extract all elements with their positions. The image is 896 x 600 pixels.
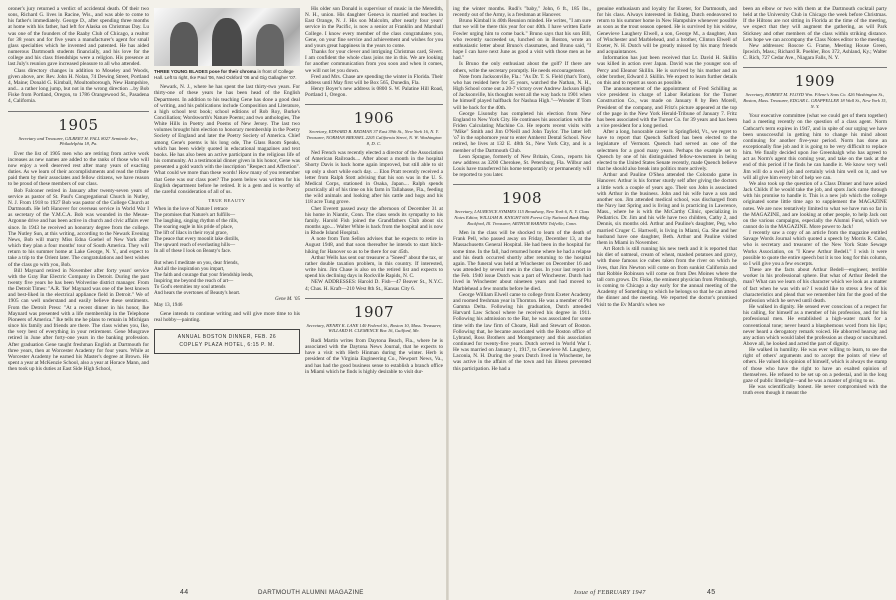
poem-date: May 13, 1946 bbox=[154, 302, 183, 308]
left-column-3 bbox=[305, 6, 443, 375]
photo-figure bbox=[212, 18, 242, 66]
article-text: oroner's jury returned a verdict of accidental death. Of their two sons, Richard G. lives in Racine, Wis., and was able to come to his father's immediately. George D., after spending three months at home with his father, had left for Alaska on Christmas Day. Lu was one of the founders of the Raaby Club of Chicago, a realtor for 38 years and for five years a manufacturer's agent for small glass specialties which he invented and patented. He has aided numerous Dartmouth students financially, and his love for the college and his class friendships were a religion. His presence at last July's reunion gave increased pleasure to all who attended. Class directory changes in addition to Moseley and Woods, given above, are: Rev. John H. Nolan, 74 Dewing Street, Portland 4, Maine; Donald G. Kimball, Moultonborough, New Hampshire, and... a rather long jump, but not in the wrong direction ...by Bob Fiske from Portland, Oregon, to 1786 Orangewood St., Pasadena 4, California. bbox=[8, 6, 149, 105]
poem-line: The lift of lilacs in their royal grace, bbox=[154, 230, 228, 236]
article-text: Ned French was recently elected a director of the Association of American Railroads.... After about a month in the hospital Shorty Davis is back home again improved, but still able to sit up only a short while each day. ... Elon Pratt recently received a letter from Ralph Stott advising that his son was in the U. S. Medical Corps, stationed in Osaka, Japan.... Ralph spends practically all of his time on his farm in Tallahasse, Fla., feeding the wild animals and looking after his cattle and hogs and his 118 acre Tung grove. Chet Everett passed away the afternoon of December 31 at his home in Niantic, Conn. The class sends its sympathy to his family. Harold Fish joined the Grandfathers Club about six months ago.... Walter White is back from the hospital and is now in Rhode Island Hospital. A note from Tom Sellon advises that he expects to retire in August 1948, and that soon thereafter he intends to start hitch-hiking for Hanover so as to be there for our 45th. Arthur Wells has sent our treasurer a "Sneed" about the tax, or rather double taxation problem, in this country. If interested, write him. Jim Chase is also on the retired list and expects to spend his declining days in Rockville Rapids, N. C. NEW ADDRESSES: Harold D. Fish—47 Beaver St., N.Y.C. 4; Chas. H. Kraft—210 West 8th St., Kansas City 6. bbox=[305, 150, 443, 292]
poem-line: But when I meditate on you, dear friends, bbox=[154, 260, 239, 266]
class-photo bbox=[154, 8, 300, 66]
right-column-1 bbox=[453, 6, 591, 372]
poem-line: To God's eternities my soul attends bbox=[154, 284, 226, 290]
section-divider bbox=[8, 111, 149, 112]
poem-line: When in the love of Nature I retrace bbox=[154, 206, 228, 212]
article-text: been an elbow or two with them at the Dartmouth cocktail party held at the University Club in Chicago the week before Christmas. If the Hiltons are not sitting in Florida at the time of the meeting, we expect that they will augment the gathering, as will Park Stickney and other members of the class within striking distance. Lets hope we can accompany the Class Notes editor to the meeting. New addresses: Roscoe G. Frame, Meeting House Green, Ipswich, Mass.; Richard R. Poehler, Box 372, Ashland, Ky.; Walter C. Rich, 727 Cedar Ave., Niagara Falls, N. Y. bbox=[743, 6, 887, 62]
poem-line: The soaring eagle in his pride of place, bbox=[154, 224, 234, 230]
right-column-3 bbox=[743, 6, 887, 396]
poem-title: TRUE BEAUTY bbox=[208, 198, 246, 203]
photo-figure bbox=[170, 22, 198, 66]
left-column-2 bbox=[154, 6, 300, 354]
photo-caption: THREE YOUNG BLADES pose for their chroma in front of College Hall. Left to right, Ike Paul '06, Ned Ockford '06 and Gig Gallagher '07. bbox=[154, 69, 297, 80]
poem-line: The peace that every moonlit lake distills, bbox=[154, 236, 240, 242]
class-year-heading: 1905 bbox=[58, 115, 99, 134]
poem-line: The laughing, singing rhythm of the rills, bbox=[154, 218, 239, 224]
section-divider bbox=[305, 298, 443, 299]
section-divider bbox=[453, 184, 591, 185]
class-year-heading: 1907 bbox=[353, 302, 395, 321]
article-text: Rudi Martin writes from Daytona Beach, Fla., where he is associated with the Daytona News Journal, that he expects to have a visit with Herb Hinman during the winter. Herb is president of the Virginia Engineering Co., Newport News, Va., and has had the good business sense to establish a branch office in Miami which he finds is highly desirable to visit dur- bbox=[305, 337, 443, 375]
poem-signature: Gene M. '05 bbox=[275, 296, 300, 302]
article-text: His older son Donald is supervisor of music in the Meredith, N. H., union. His daughter Geneva is married and teaches in East Orange, N. J. His son Malcolm, after nearly four years' service in the Pacific, is now a senior at Franklin and Marshall College. I know every member of the class congratulates you, Gene, on your fine service and achievement and wishes for you and yours great happiness in the years to come. Thanks for your clever and intriguing Christmas card, Sivert. I am confident the whole class joins me in this. We are looking for another communication from you soon and when it comes, we will not let you down. Fred and Mrs. Chase are spending the winter in Florida. Their address until May first will be Box 565, Dunedin, Fla. Henry Boyer's new address is 0800 S. W. Palatine Hill Road, Portland 1, Oregon. bbox=[305, 6, 443, 99]
page-number: 45 bbox=[707, 589, 716, 596]
poem-line: The promises that Nature's art fulfills— bbox=[154, 212, 236, 218]
article-text: Gene intends to continue writing and will give more time to his real hobby—painting. bbox=[154, 311, 300, 324]
poem bbox=[154, 198, 300, 308]
article-text: ing the winter months. Rudi's "baby," John, 6 ft., 185 lbs., recently out of the Army, is a freshman at Hanover. Bruno Kimball is 40th Reunion minded. He writes, "I am sure that we will be there this year for our 40th. I have written Earle Fowler urging him to come back." Bruno says that his son Bill, who recently succeeded us, lunched on in Boston, wrote an enthusiastic letter about Bruno's classmates, and Bruno said, "I hope I can have next June as good a visit with those men as he had." Is Bruno the only enthusiast about the golf? If there are others, write the secretary promptly. He needs encouragement. Note from Jacksonville, Fla.: "As Dr. T. S. Field (that's Tom), who has resided here for 35 years, watched the Nathan, N. H., High School come out a 20-7 victory over Andrew Jackson High of Jacksonville, his thoughts went all the way back to 1901 when he himself played halfback for Nashua High."—Wonder if Tom will be back for the 40th. George Lisonsby has completed his election from New England to New York City. He continues his association with the Friden Calculating Machine Co. He reports recent visits with "Mike" Smith and Jim O'Neill and John Taylor. The latter left 'o7 in the sophomore year to enter Amherst Dental School. Now retired, he lives at 132 E. 48th St., New York City, and is a member of the Dartmouth Club. Leon Sprague, formerly of New Britain, Conn., reports his new address as 3200 Cherokee, St. Petersburg, Fla. Wilbur and Louis have transferred his home temporarily or permanently will be reported to you later. bbox=[453, 6, 591, 179]
class-year-heading: 1909 bbox=[794, 72, 836, 91]
section-divider bbox=[743, 67, 887, 68]
article-text: Men in the class will be shocked to learn of the death of Frank Pell, who passed away on Friday, December 13, at the Massachusetts General Hospital. He had been in the hospital for some time. In the fall, had returned home where he had a relapse and his death occurred shortly after returning to the hospital again. The funeral was held at Winchester on December 16 and was attended by several men in the class. In your last report in the Feb. 1940 issue Dutch was a part of Winchester. Dutch had lived in Winchester about nineteen years and had moved to Marblehead a few months before he died. George William Elwell came to college from Exeter Academy and roomed freshman year in Thornton. He was a member of Phi Gamma Delta. Following his graduation, Dutch attended Harvard Law School where he received his degree in 1911. Following his admission to the Bar, he was associated for some time with the law firm of Choate, Hall and Stewart of Boston. Following that, he became associated with the Boston office of Lybrand, Ross Brothers and Montgomery and this association continued for twenty-five years. Dutch served in World War I. He was married on January 1, 1917, to Genevieve M. Laughery, Laconia, N. H. During the years Dutch lived in Winchester, he was active in the affairs of the town and his illness prevented this participation. He had a bbox=[453, 230, 591, 372]
page-number: 44 bbox=[180, 589, 189, 596]
poem-line: And hears the overtones of Beauty's heart. bbox=[154, 290, 241, 296]
poem-line: Inspiring me beyond the reach of art— bbox=[154, 278, 234, 284]
article-text: Newark, N. J., where he has spent the last thirty-two years. For thirty-one of these years he has been head of the English Department. In addition to his teaching Gene has done a good deal of writing, and his publications include Composition and Literature, a high school text book; school editions of Rob Roy, Burke's Conciliation; Wordsworth's Nature Poems; and two anthologies, The White Hills in Poetry and Poems of New Jersey. The last two volumes brought him election to honorary membership in the Poetry Society of England and later the Poetry Society of America. Chief among Gene's poems is his long ode, The Glass Room Speaks, which has been widely quoted in educational magazines and text books. He has also been an active participant in the religious life of his community. At a testimonial dinner given in his honor, Gene was presented a gold watch with the inscription "Respect and Affection". What could we more than these words! How many of you remember that Gene was our class poet? The poem below was written for his English department before he retired. It is a gem and is worthy of the careful consideration of all of us. bbox=[154, 84, 300, 195]
photo-figure bbox=[256, 24, 284, 66]
article-text: genuine enthusiasm and loyalty for Exeter, for Dartmouth, and for his class. Always interested in fishing, Dutch endeavored to return to his summer home in New Hampshire whenever possible as soon as the trout season opened. He is survived by his widow, Genevieve Laughery Elwell, a son, George M., a daughter, Ann of Winchester and Marblehead, and a brother, Clinton Elwell of Exeter, N. H. Dutch will be greatly missed by his many friends and acquaintances. Information has just been received that Lt. David H. Skillin was killed in action over Japan. David was the younger son of Percy and Eleanor Skillin. He is survived by his mother and an older brother, Edward J. Skillin. We expect to learn further details on this and to report as soon as possible. The announcement of the appointment of Fred Schilling as vice president in charge of Labor Relations for the Turner Construction Co., was made on January 8 by Ben Morell, President of the company, and Fritz's picture appeared at the top of the page in the New York Herald-Tribune of January 7. Fritz has been associated with the Turner Co. for 39 years and has been a vice president for a long period. After a long, honorable career in Springfield, Vt., we regret to have to report that Quench Safford has been elected to the legislature of Vermont. Quench had served as one of the selectmen for a good many years. Perhaps the example set to Quench by one of his distinguished fellow-townsmen in being elected to the United States Senate recently, made Quench believe that he should also break into politics more actively. Arthur and Pauline O'Shea attended the Colorado game in Hanover. Arthur is his former sturdy self after giving the doctors a little work a couple of years ago. Their son John is associated with Arthur in the business. John and his wife have a son and another son. Jim attended medical school, was discharged from the Navy last Spring and is living and is practicing in Lawrence, Mass., where he is with the McCarthy Clinic, specializing in Pediatrics. Dr. Jim and his wife have two children, Cathy 2, and Dennis, six months old. Arthur and Pauline's daughter, Peg, who married Cruger C. Hartwell, is living in Miami, Ga. She and her husband have one daughter, Beth. Arthur and Pauline visited them in Miami in November. Art Rotch is still running his new teeth and it is reported that his diet of oatmeal, cream of wheat, mashed potatoes and gravy, with those famous ice cubes taken from the river on which he lives, that Jim Newton will come on from sunkist California and that Robbie Robinson will come on from Des Moines where the tall corn grows. Dr. Fiske, the eminent physician from Pittsburgh, is coming to Chicago a day early for the annual meeting of the Academy of Something to which he belongs so that he can attend the dinner and the meeting. We reported the doctor's promised visit to the Ev Marsh's when we bbox=[597, 6, 737, 308]
dinner-announcement-box: ANNUAL BOSTON DINNER, FEB. 26 COPLEY PLAZA HOTEL, 6:15 P. M. bbox=[154, 329, 300, 354]
poem-line: In all of these I look on Beauty's face. bbox=[154, 248, 232, 254]
class-officers: Secretary, LAURENCE SYMMES 115 Broadway, New York 6, N. Y. Class Notes Editor, WILLIAM B. KNIGHT 600 Forest City National Bank Bldg. Rockford, Ill. Treasurer, ARTHUR BARNES Tolfville, Conn. bbox=[454, 209, 590, 226]
class-year-heading: 1908 bbox=[501, 189, 543, 208]
class-year-heading: 1906 bbox=[353, 109, 395, 128]
class-officers: Secretary and Treasurer, GILBERT H. FALL 8027 Seminole Ave., Philadelphia 18, Pa. bbox=[18, 135, 139, 147]
left-page bbox=[0, 0, 447, 600]
poem-line: And all the inspiration you impart, bbox=[154, 266, 225, 272]
class-officers: Secretary, ROBERT M. FLOYD Wm. Filene's Sons Co. 426 Washington St., Boston, Mass. Treasurer, EDGAR L. GRAPPELLER 18 Wall St., New York 15, N. Y. bbox=[743, 92, 887, 109]
left-column-1 bbox=[8, 6, 149, 372]
article-text: Your executive committee (what we could get of them together) had a meeting recently on the question of a class agent. Norm Cathcart's term expires in 1947, and in spite of our urging we have been unsuccessful in getting him to change his mind about continuing for another five-year period. Norm has done an exceptionally fine job and it is going to be very difficult to replace him. We finally decided upon Joe Greenhalgh who has agreed to act as Norm's agent this coming year, and take on the task at the end of this period if he finds he can handle it. We know very well Jim will do a swell job and certainly wish him well on it, and we will all give him every bit of help we can. We also took up the question of a Class Dinner and have asked Jack Childs if he would take the job, and spots Jack came through with his promise to handle it. This is a new job which the college originated some little time ago to supplement the MAGAZINE notes. We are now tentatively limited to what we have run so far in the MAGAZINE, and are looking at other people, to help Jack out on the various campaigns, especially the Alumni Fund, which we cannot do in the MAGAZINE. More power to Jack! I recently saw a copy of an article from the magazine entitled Savage Words Journal which quoted a speech by Morris R. Cohn, who is secretary and treasurer of the New York State Sewage Works Association, on "I Knew Arthur Bedell." I wish it were possible to quote the entire speech but it is too long for this column, so I will give you a few excerpts. These are the facts about Arthur Bedell—engineer, terrible worker in his professional sphere. But what of Arthur Bedell the man? What can we learn of his character which we look as a matter of fact when he was with us? I would like to stress a few of his characteristics and plead that we remember him for the good of the profession which he served until death. He walked in dignity. He sensed ever conscious of a respect for his calling, for himself as a member of his profession, and for his professional men. He established a high-water mark for a conventional tone; never heard a blasphemous word from his lips; never heard a derogatory remark voiced. He abhorred hearsay and any action which would label the profession as cheap or uncultured. Above all, he looked and acted the part of dignity. He walked in humility. He was ever willing to learn, to see the right of others' arguments and to accept the points of view of others. He valued his opinion of himself, which is always the stamp of those who have the right to have an exalted opinion of themselves. He refused to be set up on a pedestal, and in the long gaze of public limelight—and he was a master of giving to us. He was scientifically honest. He never compromised with the truth even though it meant the bbox=[743, 113, 887, 397]
article-text: Ever the list of 1905 men who are retiring from active work increases as new names are added to the ranks of those who will now enjoy a well deserved rest after many years of exacting duties. As we learn of their accomplishments and read the tribute paid them by their associates and fellow citizens, we have reason to be proud of these members of our class. Bob Falconer retired in January after twenty-seven years of service as pastor of St. Paul's Congregational Church in Nutley, N. J. From 1918 to 1927 Bob was pastor of the College Church at Dartmouth. He left Hanover for overseas service in World War I as secretary of the Y.M.C.A. Bob was wounded in the Meuse-Argonne drive and has been active in church and civic affairs ever since. In 1943 he received an honorary degree from the college. The Nutley Sun, at this writing, according to the Newark Evening News, Bob will marry Miss Edna Goebel of New York after which they plan a four months' tour of South America. They will return to his summer home at Lake George, N. Y., and expect to take a trip to the Orient later. The congratulations and best wishes of the class go with you, Bob. Bill Maynard retired in November after forty years' service with the Gray Bar Electric Company in Detroit. During the past twenty five years he has been Wolverine district manager. From the Detroit Times: "A.R. 'Ike' Maynard was one of the best known and best-liked in the electrical appliance field in Detroit." We of 1905 can well understand and easily believe these sentiments. From the Detroit Press: "At a recent dinner in his honor, Ike Maynard was presented with a life membership in the Telephone Pioneers of America." Ike tells me he plans to remain in Michigan since his family and friends are there. The class wishes you, Ike, the very best of everything in your retirement. Gene Musgrave retired in June after forty-one years in the banking profession. After graduation Gene taught freshman English at Dartmouth for three years, then at Worcester Academy for four years. While at Worcester Academy he earned his Master's degree at Brown. He spent a year at McKenzie School, also a year at Horace Mann, and then took up his duties at East Side High School, bbox=[8, 150, 149, 373]
issue-date: Issue of FEBRUARY 1947 bbox=[574, 589, 646, 596]
class-officers: Secretary, HENRY K. LANE 140 Federal St., Boston 10, Mass. Treasurer, WILLARD H. CLEMENCE Box 16, Guilford, Me. bbox=[306, 322, 442, 334]
right-column-2 bbox=[597, 6, 737, 308]
poem-lines bbox=[154, 206, 300, 296]
section-divider bbox=[305, 104, 443, 105]
poem-line: The faith and courage that your friendship lends, bbox=[154, 272, 254, 278]
poem-line: The upward reach of everlasting hills— bbox=[154, 242, 236, 248]
class-officers: Secretary, EDWARD B. REDMAN 37 East 39th St., New York 16, N. Y. Treasurer, NORMAN BRESSEL 2205 California Street, N. W. Washington 8, D. C. bbox=[306, 129, 442, 146]
right-page bbox=[449, 0, 896, 600]
magazine-title: DARTMOUTH ALUMNI MAGAZINE bbox=[258, 589, 364, 596]
